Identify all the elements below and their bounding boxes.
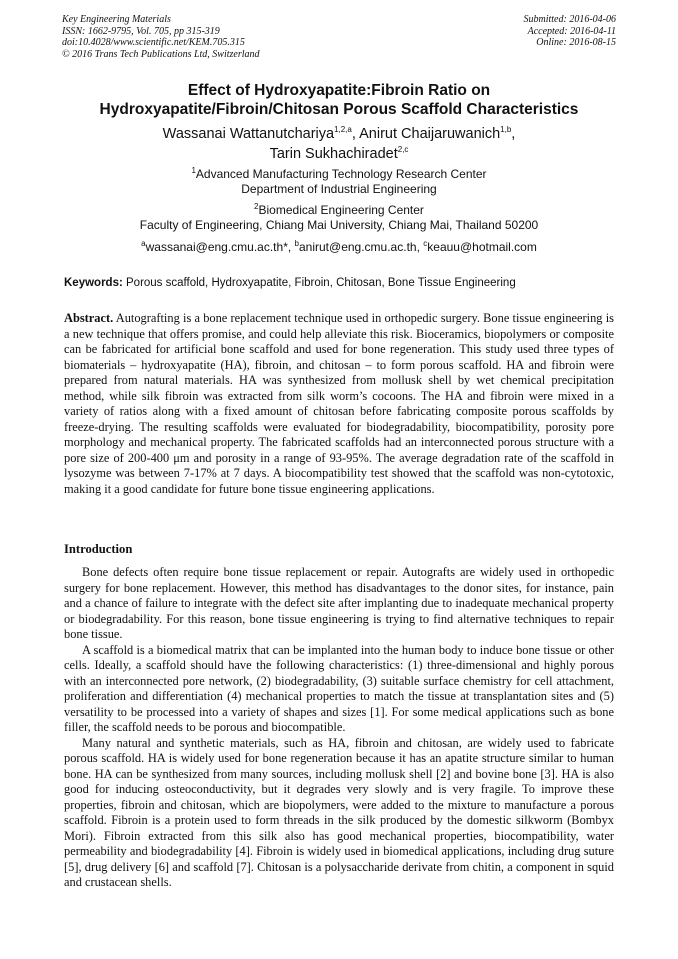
keywords-text: Porous scaffold, Hydroxyapatite, Fibroin, Chitosan, Bone Tissue Engineering [126,277,516,289]
affiliation-1-number: 1 [191,166,196,175]
affiliation-2-number: 2 [254,202,259,211]
publication-dates [524,14,617,49]
email-c-mark: c [423,239,428,248]
date-submitted: Submitted: 2016-04-06 [523,14,616,25]
section-heading-introduction: Introduction [64,542,133,556]
author-1-name: Wassanai Wattanutchariya [162,126,335,142]
introduction-body [64,565,614,891]
abstract-label: Abstract. [64,311,114,325]
affiliation-1-line-2: Department of Industrial Engineering [241,182,437,196]
email-b: anirut@eng.cmu.ac.th, [299,240,420,254]
author-1-affil: 1,2,a [334,125,352,135]
author-2-name: Anirut Chaijaruwanich [359,126,501,142]
journal-copyright: © 2016 Trans Tech Publications Ltd, Switzerland [62,48,260,60]
date-online: Online: 2016-08-15 [536,37,616,48]
abstract-text: Autografting is a bone replacement technique used in orthopedic surgery. Bone tissue engineering is a new technique that offers promise, and could help alleviate this risk. Bioceramics, biopolymers or composite can be fabricated for artificial bone scaffold and used for bone regeneration. This study used three types of biomaterials – hydroxyapatite (HA), fibroin, and chitosan – to form porous scaffold. HA and fibroin were prepared from natural materials. HA was synthesized from mollusk shell by wet chemical precipitation method, while silk fibroin was extracted from silk worm’s cocoons. The HA and fibroin were mixed in a variety of ratios along with a fixed amount of chitosan before fabricating composite porous scaffolds by freeze-drying. The resulting scaffolds were evaluated for biodegradability, biocompatibility, porosity pore morphology and mechanical property. The fabricated scaffolds had an interconnected porous structure with a pore size of 200-400 μm and porosity in a range of 93-95%. The average degradation rate of the scaffold in lysozyme was between 7-17% at 7 days. A biocompatibility test showed that the scaffold was non-cytotoxic, making it a good candidate for future bone tissue engineering applications. [64,311,614,496]
author-3-affil: 2,c [397,145,409,155]
email-a-mark: a [141,239,146,248]
affiliation-1-line-1 [30,167,648,182]
email-a: wassanai@eng.cmu.ac.th*, [145,240,292,254]
title-line-2: Hydroxyapatite/Fibroin/Chitosan Porous Scaffold Characteristics [99,101,579,118]
journal-info [62,14,260,60]
author-list [40,124,638,164]
intro-paragraph: A scaffold is a biomedical matrix that can be implanted into the human body to induce bone tissue or other cells. Ideally, a scaffold should have the following characteristics: (1) three-dimensional and highly porous with an interconnected pore network, (2) biodegradability, (3) suitable surface chemistry for cell attachment, proliferation and differentiation (4) mechanical properties to match the tissue at transplantation sites and (5) versatility to be processed into a variety of shapes and sizes [1]. For some medical applications such as bone filler, the scaffold needs to be porous and biocompatible. [64,642,614,734]
author-3-name: Tarin Sukhachiradet [269,146,398,162]
authors-line-1: Wassanai Wattanutchariya$^{1,2,a}$, Anirut Chaijaruwanich$^{1,b}$, [162,125,516,142]
intro-paragraph: Many natural and synthetic materials, such as HA, fibroin and chitosan, are widely used to fabricate porous scaffold. HA is widely used for bone regeneration because it has an apatite structure similar to human bone. HA can be synthesized from many sources, including mollusk shell [2] and bovine bone [3]. HA is also good for inducing osteoconductivity, but it degrades very slowly and is very fragile. To improve these properties, fibroin and chitosan, which are biopolymers, were added to the mixture to manufacture a porous scaffold. Fibroin is a protein used to form threads in the silk produced by the domestic silkworm (Bombyx Mori). Fibroin extracted from this silk also has good mechanical properties, biocompatibility, water permeability and biodegradability [4]. Fibroin is widely used in biomedical applications, including drug suture [5], drug delivery [6] and scaffold [7]. Chitosan is a polysaccharide derivate from chitin, a component in squid and crustacean shells. [64,735,614,889]
affiliation-2-line-2: Faculty of Engineering, Chiang Mai University, Chiang Mai, Thailand 50200 [139,218,539,232]
date-accepted: Accepted: 2016-04-11 [527,25,616,37]
emails-line [30,240,648,255]
title-line-1: Effect of Hydroxyapatite:Fibroin Ratio on [187,82,491,99]
intro-paragraph: Bone defects often require bone tissue replacement or repair. Autografts are widely used in orthopedic surgery for bone replacement. However, this method has disadvantages to the donor sites, for instance, pain and a chance of failure to integrate with the defect site after implanting due to inadequate mechanical property or biodegradability. For this reason, bone tissue engineering is trying to find alternative techniques to repair bone tissue. [64,565,614,641]
affiliation-1 [30,167,648,197]
author-emails [30,240,648,255]
paper-title [40,81,638,119]
email-b-mark: b [294,239,299,248]
affiliation-2-text: Biomedical Engineering Center [258,203,424,217]
affiliation-2 [30,203,648,233]
abstract [64,311,614,497]
journal-issn: ISSN: 1662-9795, Vol. 705, pp 315-319 [62,25,220,37]
affiliation-2-line-1 [30,203,648,218]
affiliation-1-text: Advanced Manufacturing Technology Research Center [195,167,487,181]
author-2-affil: 1,b [500,125,512,135]
keywords [64,276,624,291]
keywords-label: Keywords: [64,277,123,289]
email-c: keauu@hotmail.com [427,240,537,254]
journal-name: Key Engineering Materials [62,14,171,25]
authors-line-2 [40,144,638,164]
journal-doi: doi:10.4028/www.scientific.net/KEM.705.315 [62,37,245,48]
